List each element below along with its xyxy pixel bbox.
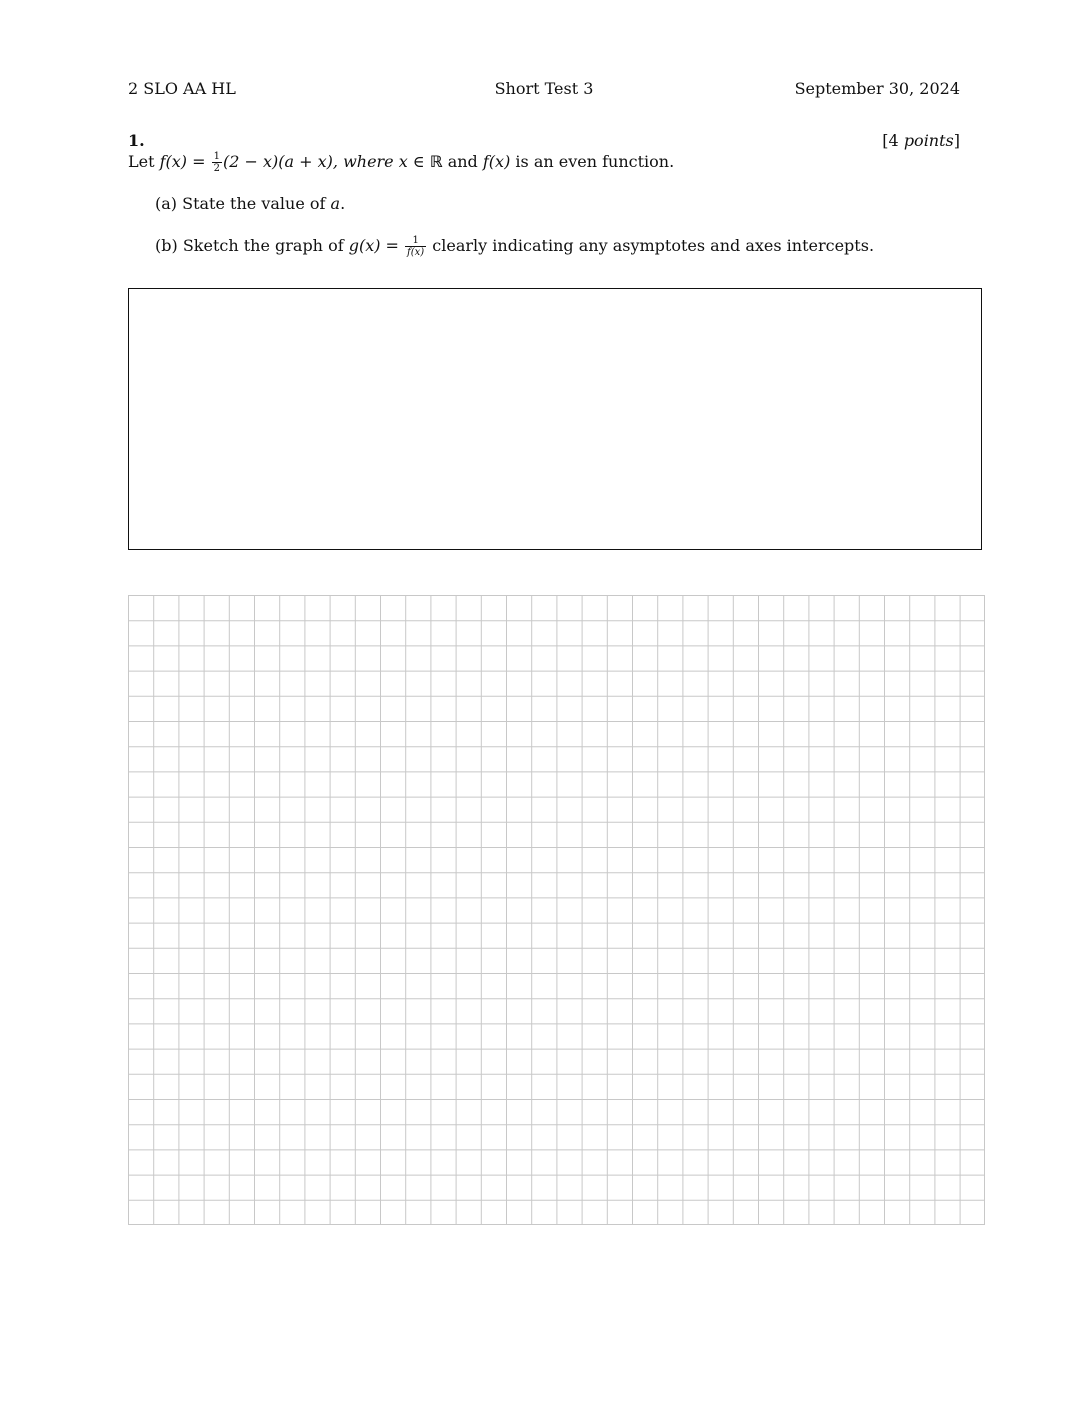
statement-and: and [442,152,483,171]
part-b-fraction-denominator: f(x) [407,247,425,258]
part-a-end: . [340,194,346,213]
test-title: Short Test 3 [494,79,594,98]
answer-box[interactable] [128,288,982,550]
question-points [882,131,960,151]
statement-suffix: is an even function. [510,152,675,171]
question-statement [128,150,674,174]
course-code: 2 SLO AA HL [128,79,236,98]
part-b [155,234,874,258]
points-open: [4 [882,131,904,150]
statement-prefix: Let [128,152,160,171]
statement-fraction [212,151,222,174]
question-number: 1. [128,131,145,150]
fraction-denominator: 2 [213,163,220,174]
statement-function: f(x) = [159,152,211,171]
grid-lines [128,595,985,1225]
fraction-numerator: 1 [213,151,220,162]
points-close: ] [953,131,960,150]
part-a-variable: a [330,194,341,213]
part-b-fraction [405,235,426,258]
statement-expression: (2 − x)(a + x), where x ∈ [223,152,430,171]
part-a-label: (a) State the value of [155,194,331,213]
part-b-label: (b) Sketch the graph of [155,236,349,255]
part-b-fraction-numerator: 1 [405,235,426,247]
part-a [155,192,345,216]
graph-paper-grid[interactable] [128,595,985,1225]
reals-symbol: ℝ [429,152,443,171]
points-word: points [903,131,954,150]
part-b-function: g(x) = [348,236,405,255]
statement-function-2: f(x) [482,152,511,171]
test-date: September 30, 2024 [794,79,960,98]
part-b-rest: clearly indicating any asymptotes and axes intercepts. [427,236,875,255]
